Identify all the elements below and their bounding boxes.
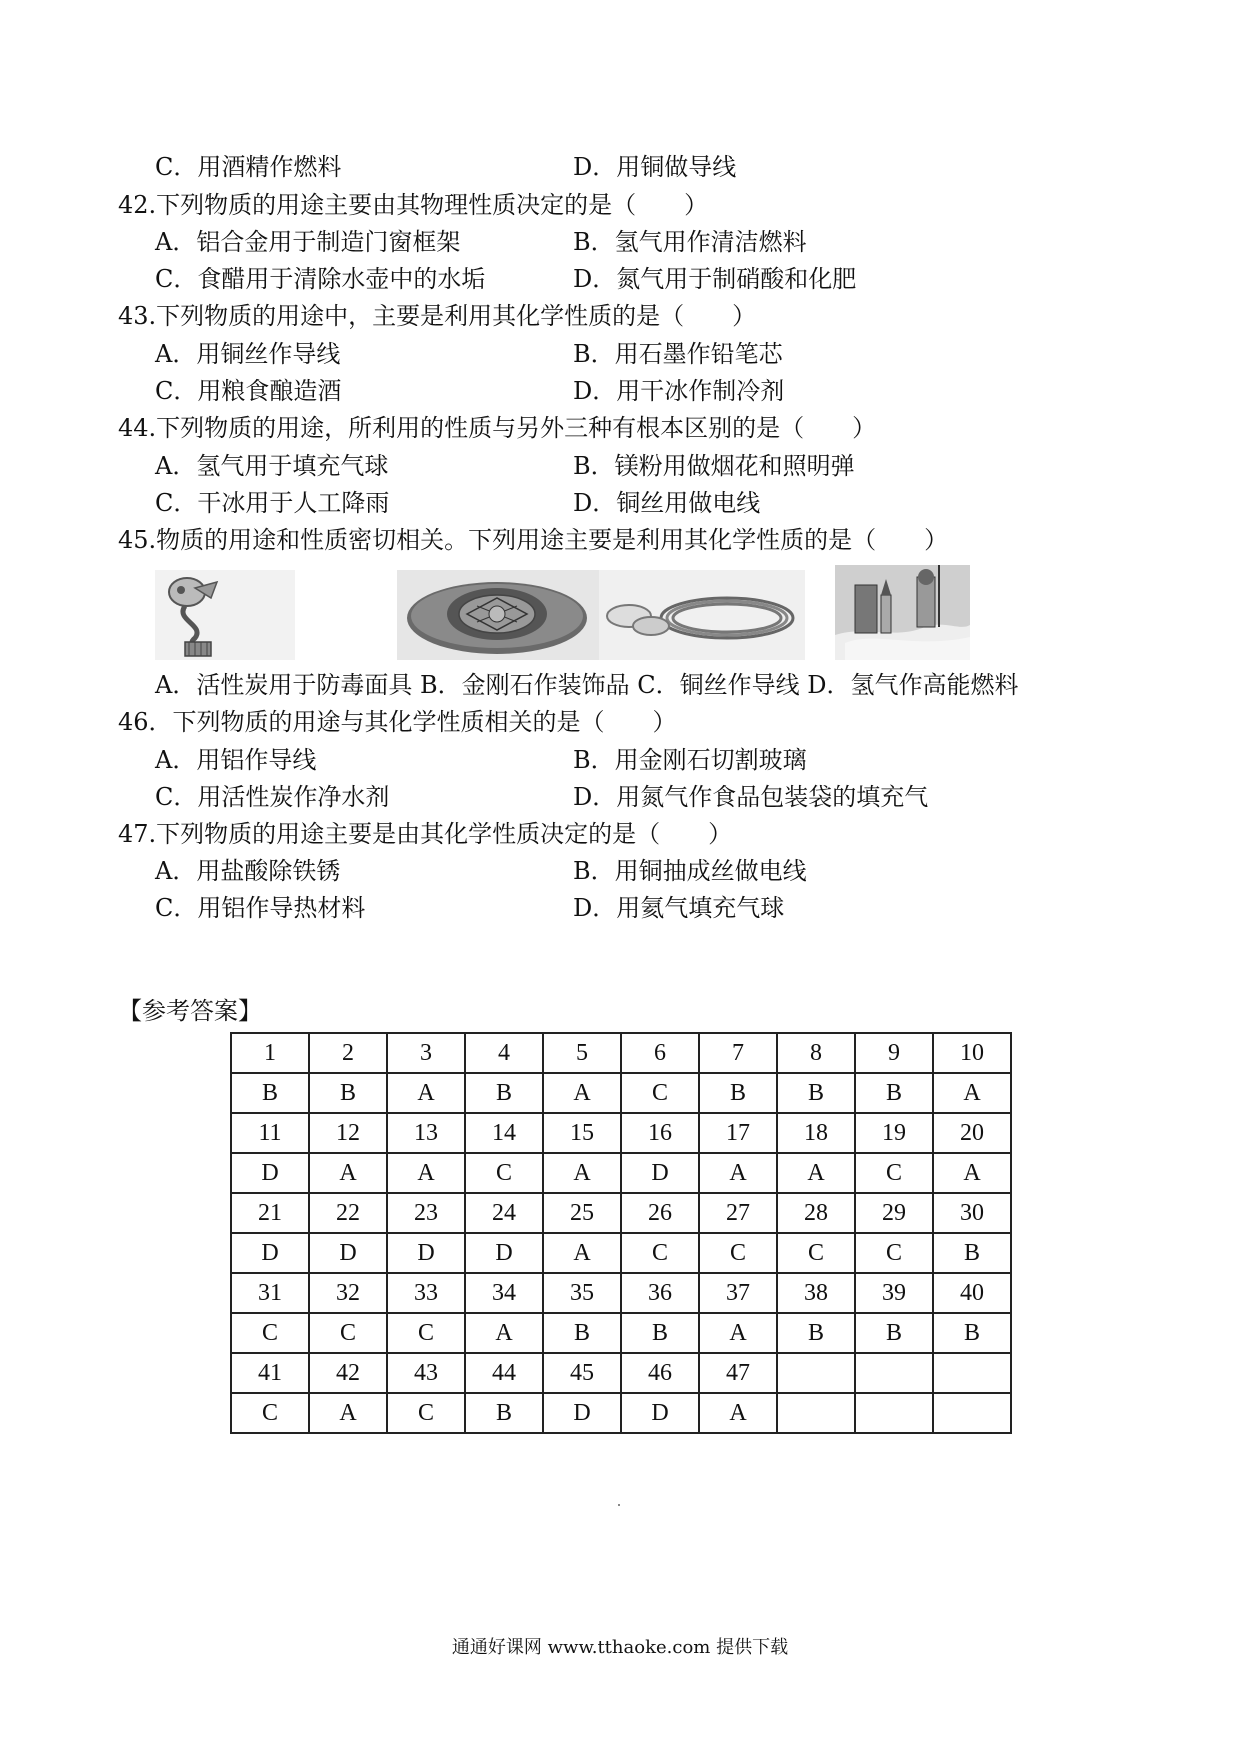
answer-cell: B (933, 1313, 1011, 1353)
answer-cell: D (465, 1233, 543, 1273)
answer-cell: D (621, 1153, 699, 1193)
question-number-cell: 35 (543, 1273, 621, 1313)
answer-number-row (231, 1113, 1011, 1153)
question-number-cell: 17 (699, 1113, 777, 1153)
rocket-launch-image (835, 565, 970, 660)
question-number-cell: 16 (621, 1113, 699, 1153)
question-number-cell (777, 1353, 855, 1393)
gas-mask-image (155, 570, 295, 660)
question-number-cell: 25 (543, 1193, 621, 1233)
answer-cell: C (387, 1393, 465, 1433)
question-number-cell: 9 (855, 1033, 933, 1073)
answer-cell: B (933, 1233, 1011, 1273)
question-number-cell: 14 (465, 1113, 543, 1153)
q43-option-d: D．用干冰作制冷剂 (573, 377, 785, 405)
answer-cell: D (543, 1393, 621, 1433)
q46-option-c: C．用活性炭作净水剂 (155, 783, 390, 811)
q44-option-c: C．干冰用于人工降雨 (155, 489, 390, 517)
question-number-cell: 33 (387, 1273, 465, 1313)
question-number-cell: 22 (309, 1193, 387, 1233)
answer-cell: A (309, 1393, 387, 1433)
question-number-cell: 12 (309, 1113, 387, 1153)
q44-option-d: D．铜丝用做电线 (573, 489, 761, 517)
answer-cell: B (855, 1313, 933, 1353)
answer-cell: C (465, 1153, 543, 1193)
question-number-cell: 31 (231, 1273, 309, 1313)
answer-number-row (231, 1193, 1011, 1233)
answer-cell: C (777, 1233, 855, 1273)
question-number-cell: 28 (777, 1193, 855, 1233)
question-number-cell: 13 (387, 1113, 465, 1153)
q46-option-d: D．用氮气作食品包装袋的填充气 (573, 783, 929, 811)
answer-number-row (231, 1353, 1011, 1393)
question-number-cell: 3 (387, 1033, 465, 1073)
question-number-cell: 1 (231, 1033, 309, 1073)
answer-letter-row (231, 1153, 1011, 1193)
answer-cell (777, 1393, 855, 1433)
answer-cell: C (855, 1233, 933, 1273)
answer-cell: A (543, 1233, 621, 1273)
q47-stem: 47.下列物质的用途主要是由其化学性质决定的是（ ） (118, 820, 733, 848)
answer-cell: D (231, 1233, 309, 1273)
answer-cell: B (309, 1073, 387, 1113)
question-number-cell: 15 (543, 1113, 621, 1153)
question-number-cell: 19 (855, 1113, 933, 1153)
q42-stem: 42.下列物质的用途主要由其物理性质决定的是（ ） (118, 191, 709, 219)
answer-letter-row (231, 1233, 1011, 1273)
question-number-cell: 10 (933, 1033, 1011, 1073)
question-number-cell: 45 (543, 1353, 621, 1393)
question-number-cell: 21 (231, 1193, 309, 1233)
q46-stem: 46．下列物质的用途与其化学性质相关的是（ ） (118, 708, 677, 736)
answer-cell: C (387, 1313, 465, 1353)
q44-stem: 44.下列物质的用途，所利用的性质与另外三种有根本区别的是（ ） (118, 414, 877, 442)
question-number-cell: 36 (621, 1273, 699, 1313)
answer-cell: C (231, 1393, 309, 1433)
copper-wire-image (599, 570, 805, 660)
answer-cell: A (309, 1153, 387, 1193)
answer-cell: A (933, 1073, 1011, 1113)
question-number-cell: 41 (231, 1353, 309, 1393)
answer-cell: C (855, 1153, 933, 1193)
q45-images (155, 565, 985, 665)
answer-number-row (231, 1033, 1011, 1073)
answer-cell: C (621, 1073, 699, 1113)
q43-option-a: A．用铜丝作导线 (155, 340, 341, 368)
answer-cell: B (465, 1073, 543, 1113)
question-number-cell (855, 1353, 933, 1393)
answer-cell: D (231, 1153, 309, 1193)
q45-options: A．活性炭用于防毒面具 B．金刚石作装饰品 C．铜丝作导线 D．氢气作高能燃料 (155, 671, 1019, 699)
q44-option-a: A．氢气用于填充气球 (155, 452, 389, 480)
answer-letter-row (231, 1313, 1011, 1353)
question-number-cell: 40 (933, 1273, 1011, 1313)
question-number-cell: 7 (699, 1033, 777, 1073)
q44-option-b: B．镁粉用做烟花和照明弹 (573, 452, 855, 480)
answer-cell: D (309, 1233, 387, 1273)
answer-number-row (231, 1273, 1011, 1313)
q43-option-c: C．用粮食酿造酒 (155, 377, 342, 405)
q42-option-a: A．铝合金用于制造门窗框架 (155, 228, 461, 256)
answer-cell: B (231, 1073, 309, 1113)
answer-cell: B (699, 1073, 777, 1113)
q47-option-d: D．用氦气填充气球 (573, 894, 785, 922)
q47-option-b: B．用铜抽成丝做电线 (573, 857, 807, 885)
answer-cell: C (231, 1313, 309, 1353)
question-number-cell: 42 (309, 1353, 387, 1393)
question-number-cell: 47 (699, 1353, 777, 1393)
question-number-cell: 32 (309, 1273, 387, 1313)
question-number-cell: 38 (777, 1273, 855, 1313)
question-number-cell: 44 (465, 1353, 543, 1393)
question-number-cell: 20 (933, 1113, 1011, 1153)
diamond-image (397, 570, 599, 660)
answer-cell: B (855, 1073, 933, 1113)
q45-stem: 45.物质的用途和性质密切相关。下列用途主要是利用其化学性质的是（ ） (118, 526, 949, 554)
question-number-cell: 18 (777, 1113, 855, 1153)
q42-option-b: B．氢气用作清洁燃料 (573, 228, 807, 256)
q41-option-d: D．用铜做导线 (573, 153, 737, 181)
question-number-cell: 27 (699, 1193, 777, 1233)
answer-cell (855, 1393, 933, 1433)
answer-cell: A (543, 1153, 621, 1193)
answer-cell: B (465, 1393, 543, 1433)
answer-cell: A (699, 1393, 777, 1433)
q46-option-b: B．用金刚石切割玻璃 (573, 746, 807, 774)
answer-cell: A (933, 1153, 1011, 1193)
question-number-cell: 5 (543, 1033, 621, 1073)
question-number-cell: 23 (387, 1193, 465, 1233)
question-number-cell: 34 (465, 1273, 543, 1313)
question-number-cell: 11 (231, 1113, 309, 1153)
question-number-cell: 6 (621, 1033, 699, 1073)
answer-cell: A (699, 1153, 777, 1193)
answer-cell: B (777, 1073, 855, 1113)
q47-option-c: C．用铝作导热材料 (155, 894, 366, 922)
question-number-cell: 26 (621, 1193, 699, 1233)
answer-cell (933, 1393, 1011, 1433)
answer-key-table (230, 1032, 1012, 1434)
question-number-cell: 29 (855, 1193, 933, 1233)
q43-stem: 43.下列物质的用途中，主要是利用其化学性质的是（ ） (118, 302, 757, 330)
answer-cell: A (699, 1313, 777, 1353)
answer-cell: D (387, 1233, 465, 1273)
q42-option-c: C．食醋用于清除水壶中的水垢 (155, 265, 486, 293)
answer-cell: A (543, 1073, 621, 1113)
stray-dot (618, 1504, 620, 1506)
answer-cell: A (465, 1313, 543, 1353)
answer-cell: A (777, 1153, 855, 1193)
question-number-cell: 43 (387, 1353, 465, 1393)
q47-option-a: A．用盐酸除铁锈 (155, 857, 341, 885)
q42-option-d: D．氮气用于制硝酸和化肥 (573, 265, 857, 293)
answer-cell: A (387, 1073, 465, 1113)
question-number-cell: 8 (777, 1033, 855, 1073)
q43-option-b: B．用石墨作铅笔芯 (573, 340, 783, 368)
question-number-cell: 4 (465, 1033, 543, 1073)
question-number-cell: 37 (699, 1273, 777, 1313)
answer-cell: C (309, 1313, 387, 1353)
question-number-cell: 24 (465, 1193, 543, 1233)
q41-option-c: C．用酒精作燃料 (155, 153, 342, 181)
answer-letter-row (231, 1393, 1011, 1433)
question-number-cell: 39 (855, 1273, 933, 1313)
page-footer: 通通好课网 www.tthaoke.com 提供下载 (451, 1637, 789, 1658)
answer-cell: B (777, 1313, 855, 1353)
answer-cell: C (621, 1233, 699, 1273)
answer-letter-row (231, 1073, 1011, 1113)
answer-cell: A (387, 1153, 465, 1193)
answer-cell: D (621, 1393, 699, 1433)
q46-option-a: A．用铝作导线 (155, 746, 317, 774)
question-number-cell (933, 1353, 1011, 1393)
answer-cell: C (699, 1233, 777, 1273)
answer-cell: B (543, 1313, 621, 1353)
question-number-cell: 2 (309, 1033, 387, 1073)
answer-key-title: 【参考答案】 (118, 997, 262, 1025)
question-number-cell: 46 (621, 1353, 699, 1393)
answer-cell: B (621, 1313, 699, 1353)
question-number-cell: 30 (933, 1193, 1011, 1233)
